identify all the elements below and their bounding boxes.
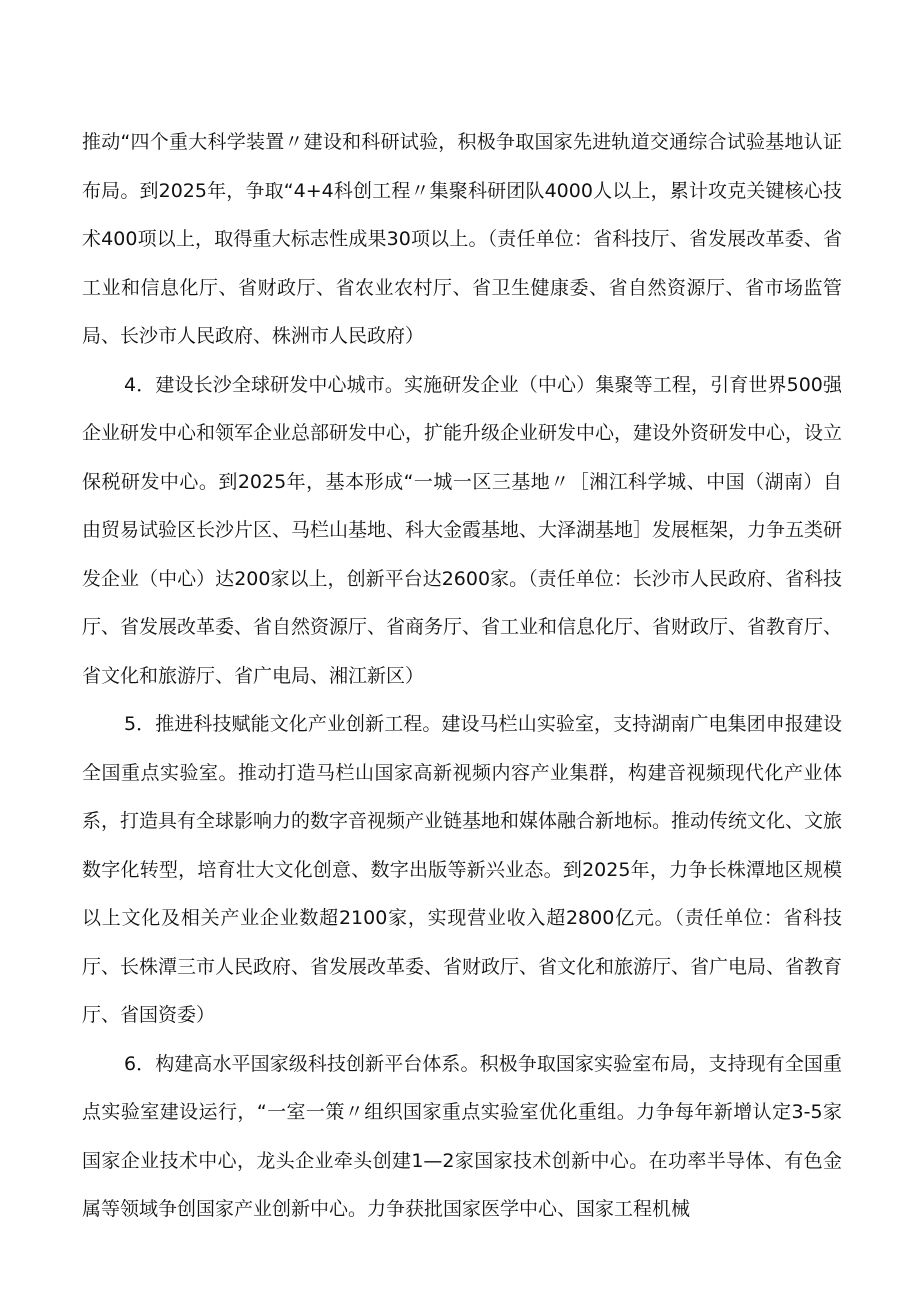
paragraph-continuation: 推动“四个重大科学装置〃建设和科研试验，积极争取国家先进轨道交通综合试验基地认证布局。到2025年，争取“4+4科创工程〃集聚科研团队4000人以上，累计攻克关键核心技术400项以上，取得重大标志性成果30项以上。（责任单位：省科技厅、省发展改革委、省工业和信息化厅、省财政厅、省农业农村厅、省卫生健康委、省自然资源厅、省市场监管局、长沙市人民政府、株洲市人民政府） [82,131,842,347]
paragraph-item-4: 4．建设长沙全球研发中心城市。实施研发企业（中心）集聚等工程，引育世界500强企业研发中心和领军企业总部研发中心，扩能升级企业研发中心，建设外资研发中心，设立保税研发中心。到2025年，基本形成“一城一区三基地〃［湘江科学城、中国（湖南）自由贸易试验区长沙片区、马栏山基地、科大金霞基地、大泽湖基地］发展框架，力争五类研发企业（中心）达200家以上，创新平台达2600家。（责任单位：长沙市人民政府、省科技厅、省发展改革委、省自然资源厅、省商务厅、省工业和信息化厅、省财政厅、省教育厅、省文化和旅游厅、省广电局、湘江新区） [82,373,843,687]
paragraph-item-6: 6．构建高水平国家级科技创新平台体系。积极争取国家实验室布局，支持现有全国重点实验室建设运行，“一室一策〃组织国家重点实验室优化重组。力争每年新增认定3-5家国家企业技术中心，龙头企业牵头创建1—2家国家技术创新中心。在功率半导体、有色金属等领域争创国家产业创新中心。力争获批国家医学中心、国家工程机械 [82,1052,842,1220]
document-body [82,118,842,1234]
paragraph-item-5: 5．推进科技赋能文化产业创新工程。建设马栏山实验室，支持湖南广电集团申报建设全国重点实验室。推动打造马栏山国家高新视频内容产业集群，构建音视频现代化产业体系，打造具有全球影响力的数字音视频产业链基地和媒体融合新地标。推动传统文化、文旅数字化转型，培育壮大文化创意、数字出版等新兴业态。到2025年，力争长株潭地区规模以上文化及相关产业企业数超2100家，实现营业收入超2800亿元。（责任单位：省科技厅、长株潭三市人民政府、省发展改革委、省财政厅、省文化和旅游厅、省广电局、省教育厅、省国资委） [82,713,843,1026]
